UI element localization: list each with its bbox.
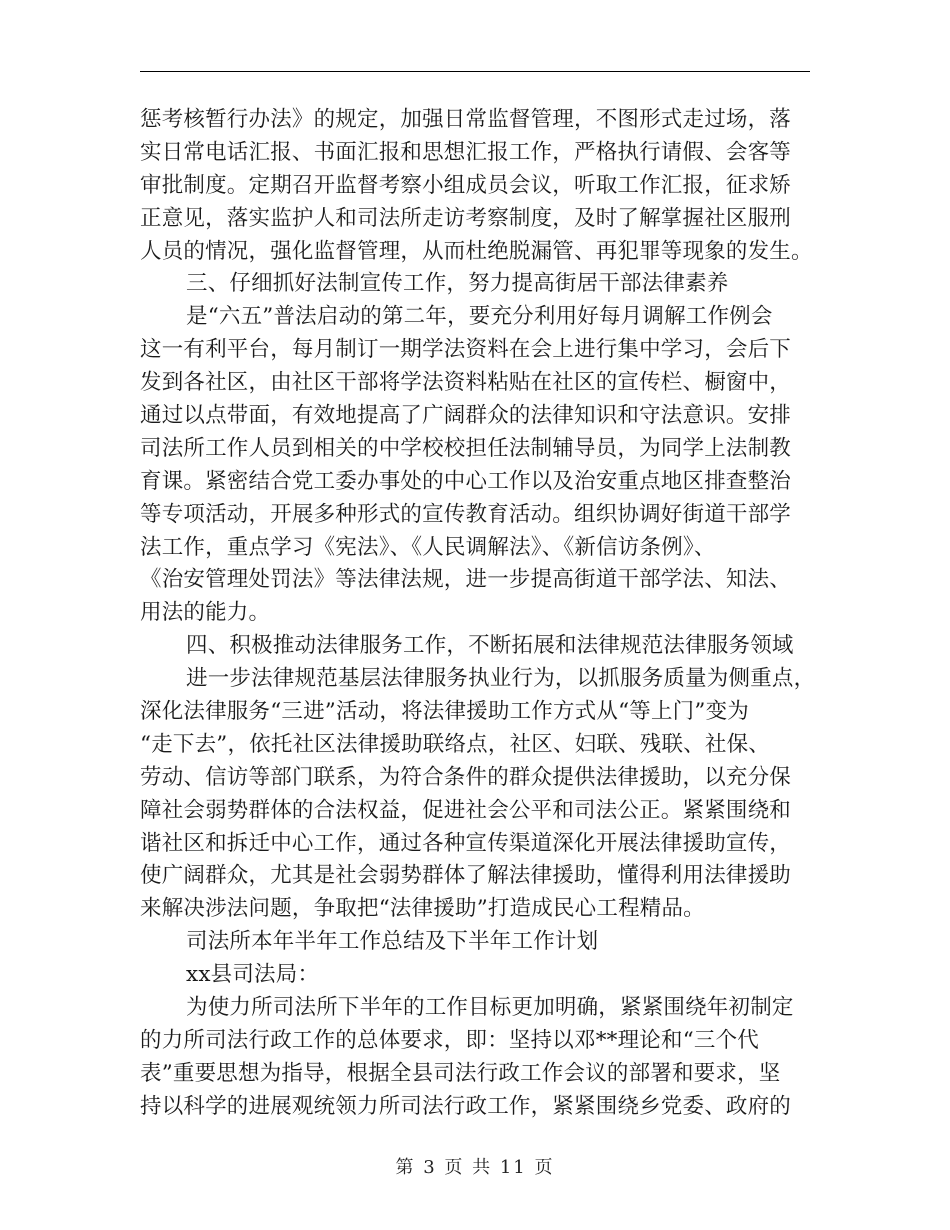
text-line: 这一有利平台，每月制订一期学法资料在会上进行集中学习，会后下 <box>140 337 792 363</box>
salutation: xx县司法局： <box>186 962 320 988</box>
text-line: 为使力所司法所下半年的工作目标更加明确，紧紧围绕年初制定 <box>186 995 794 1021</box>
text-line: 人员的情况，强化监督管理，从而杜绝脱漏管、再犯罪等现象的发生。 <box>140 238 813 264</box>
text-line: 进一步法律规范基层法律服务执业行为，以抓服务质量为侧重点， <box>186 666 816 692</box>
text-line: 表”重要思想为指导，根据全县司法行政工作会议的部署和要求，坚 <box>140 1060 781 1086</box>
section-heading: 三、仔细抓好法制宣传工作，努力提高街居干部法律素养 <box>186 271 729 297</box>
text-line: 使广阔群众，尤其是社会弱势群体了解法律援助，懂得利用法律援助 <box>140 863 792 889</box>
text-line: 实日常电话汇报、书面汇报和思想汇报工作，严格执行请假、会客等 <box>140 139 792 165</box>
text-line: 障社会弱势群体的合法权益，促进社会公平和司法公正。紧紧围绕和 <box>140 797 792 823</box>
text-line: 谐社区和拆迁中心工作，通过各种宣传渠道深化开展法律援助宣传， <box>140 830 792 856</box>
document-body <box>140 104 816 1124</box>
section-heading: 四、积极推动法律服务工作，不断拓展和法律规范法律服务领域 <box>186 633 794 659</box>
text-line: 司法所工作人员到相关的中学校校担任法制辅导员，为同学上法制教 <box>140 435 792 461</box>
text-line: 通过以点带面，有效地提高了广阔群众的法律知识和守法意识。安排 <box>140 403 792 429</box>
text-line: 劳动、信访等部门联系，为符合条件的群众提供法律援助，以充分保 <box>140 764 792 790</box>
text-line: 等专项活动，开展多种形式的宣传教育活动。组织协调好街道干部学 <box>140 501 792 527</box>
text-line: 育课。紧密结合党工委办事处的中心工作以及治安重点地区排查整治 <box>140 468 792 494</box>
text-line: 的力所司法行政工作的总体要求，即：坚持以邓**理论和“三个代 <box>140 1027 759 1053</box>
document-title: 司法所本年半年工作总结及下半年工作计划 <box>186 929 599 955</box>
page-footer: 第 3 页 共 11 页 <box>395 1157 555 1178</box>
text-line: 深化法律服务“三进”活动，将法律援助工作方式从“等上门”变为 <box>140 699 749 725</box>
text-line: 持以科学的进展观统领力所司法行政工作，紧紧围绕乡党委、政府的 <box>140 1093 792 1119</box>
text-line: 《治安管理处罚法》等法律法规，进一步提高街道干部学法、知法、 <box>140 567 792 593</box>
text-line: 来解决涉法问题，争取把“法律援助”打造成民心工程精品。 <box>140 896 705 922</box>
text-line: 惩考核暂行办法》的规定，加强日常监督管理，不图形式走过场，落 <box>140 107 792 132</box>
text-line: “走下去”，依托社区法律援助联络点，社区、妇联、残联、社保、 <box>140 731 770 757</box>
text-line: 法工作，重点学习《宪法》、《人民调解法》、《新信访条例》、 <box>140 534 716 560</box>
text-line: 审批制度。定期召开监督考察小组成员会议，听取工作汇报，征求矫 <box>140 172 792 198</box>
text-line: 发到各社区，由社区干部将学法资料粘贴在社区的宣传栏、橱窗中， <box>140 370 792 396</box>
header-rule <box>140 71 810 72</box>
text-line: 是“六五”普法启动的第二年，要充分利用好每月调解工作例会 <box>186 304 773 330</box>
text-line: 用法的能力。 <box>140 600 271 626</box>
text-line: 正意见，落实监护人和司法所走访考察制度，及时了解掌握社区服刑 <box>140 205 792 231</box>
